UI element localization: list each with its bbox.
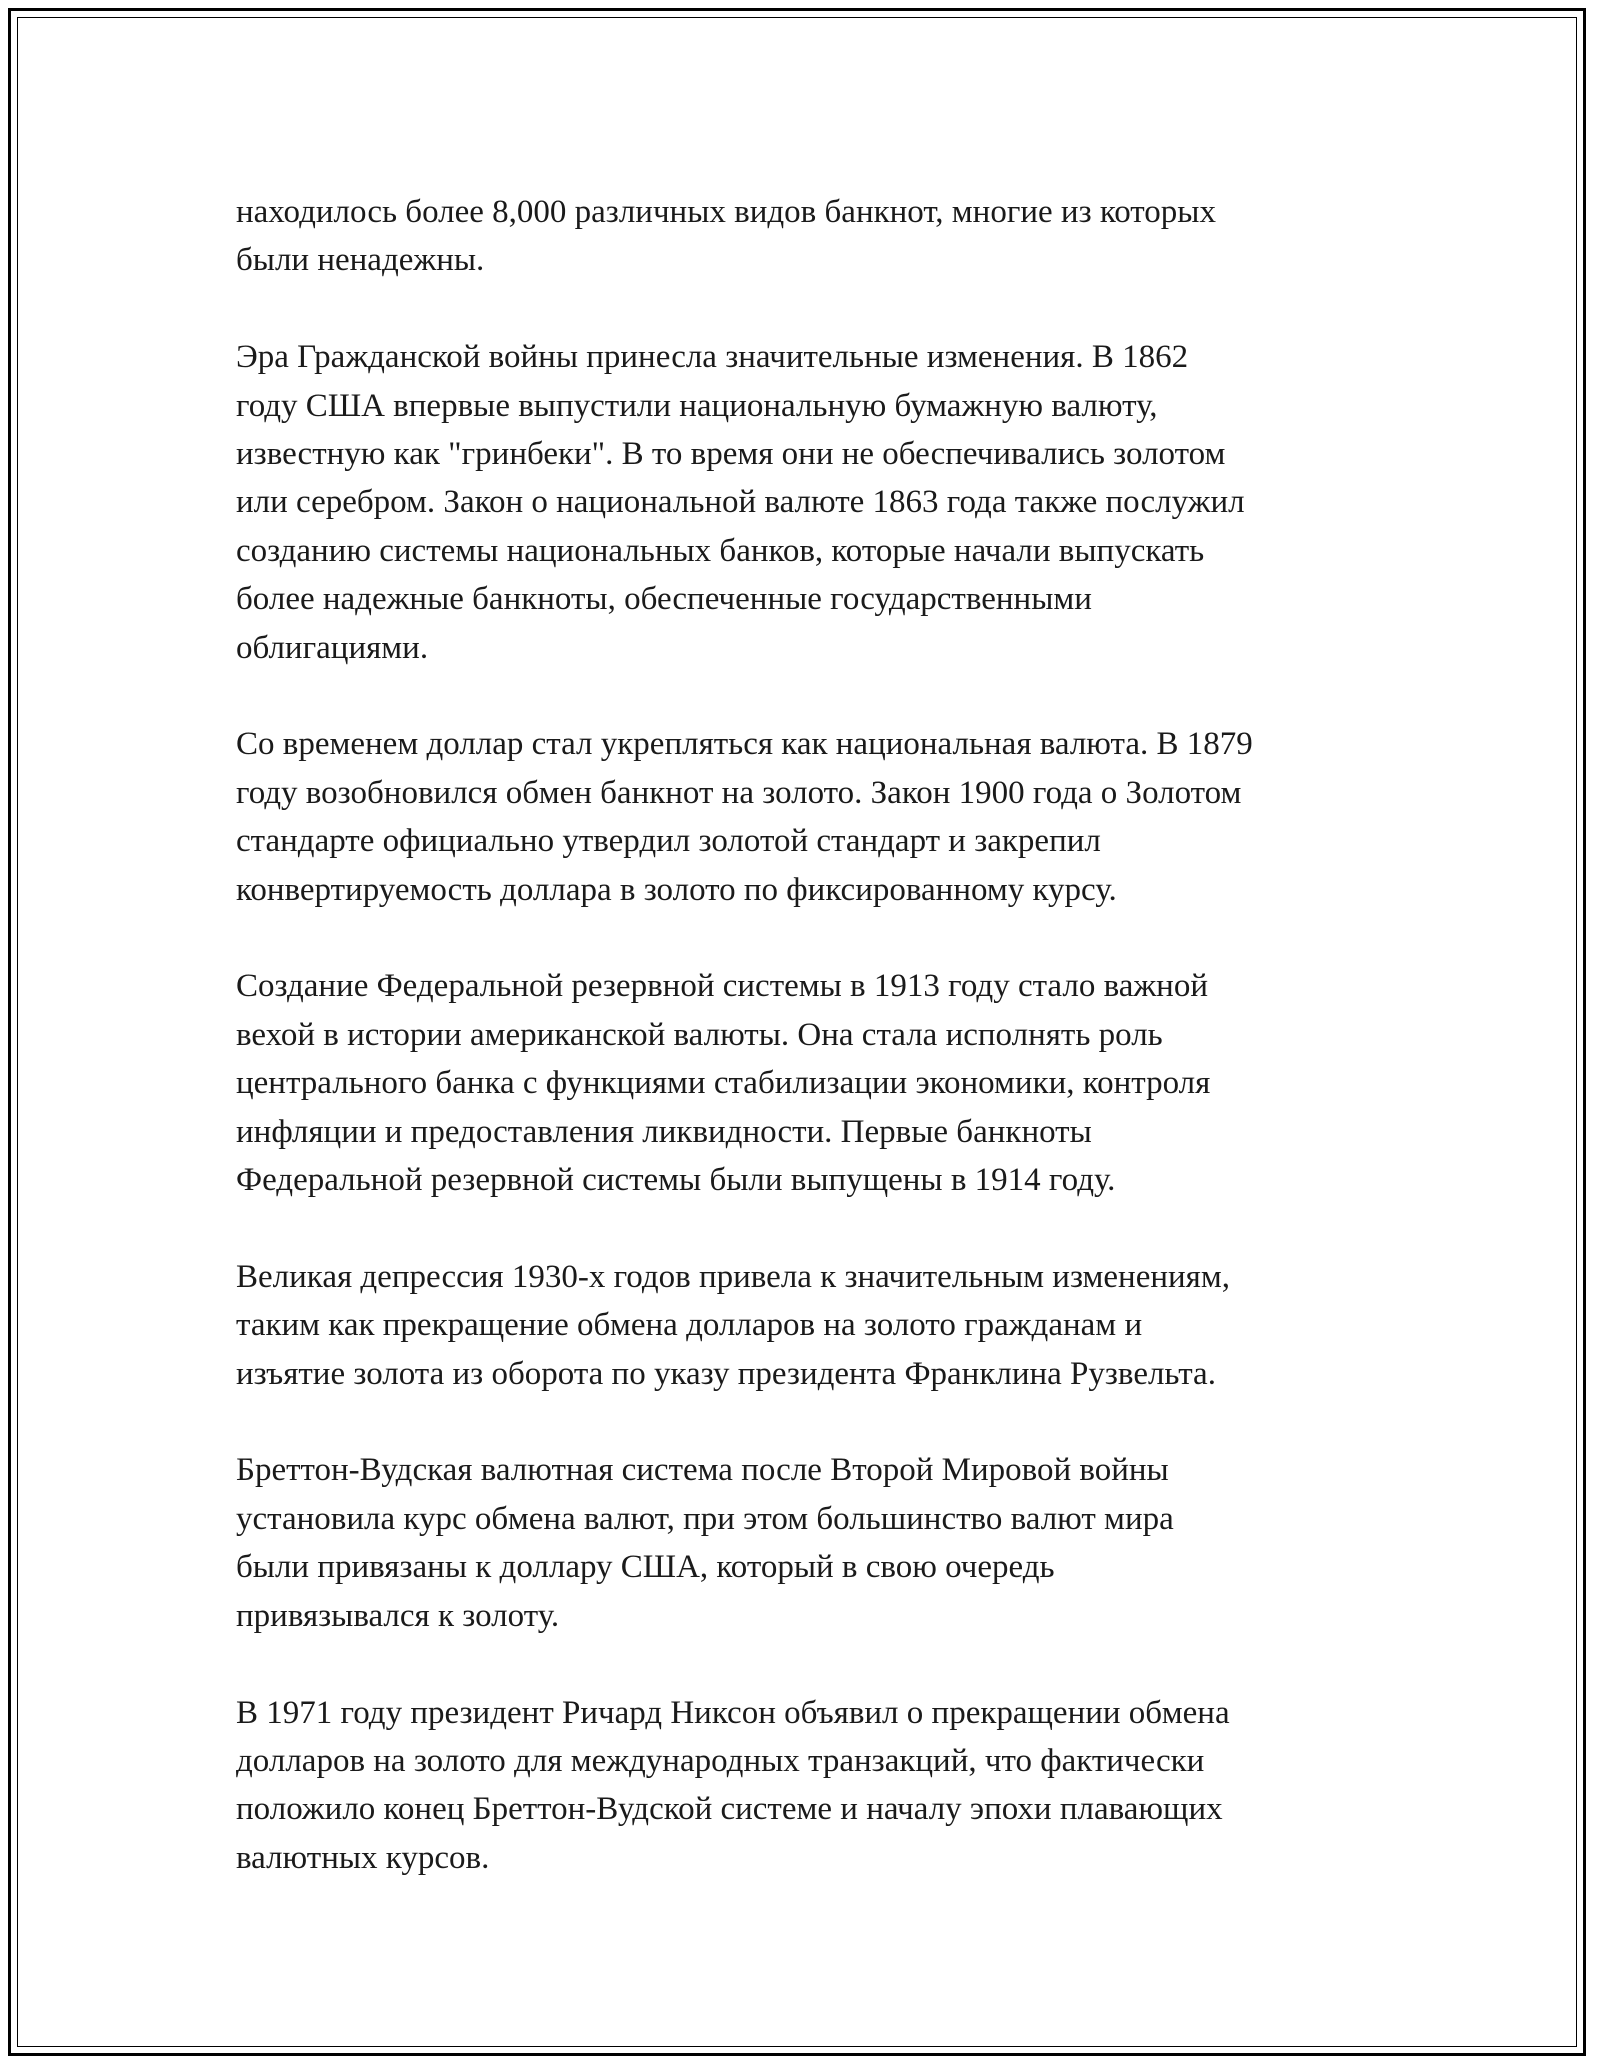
document-body — [236, 188, 1376, 1931]
paragraph-2: Эра Гражданской войны принесла значительные изменения. В 1862 году США впервые выпустили национальную бумажную валюту, известную как "гринбеки". В то время они не обеспечивались золотом или серебром. Закон о национальной валюте 1863 года также послужил созданию системы национальных банков, которые начали выпускать более надежные банкноты, обеспеченные государственными облигациями. — [236, 339, 1245, 666]
paragraph-5: Великая депрессия 1930-х годов привела к значительным изменениям, таким как прекращение обмена долларов на золото гражданам и изъятие золота из оборота по указу президента Франклина Рузвельта. — [236, 1258, 1230, 1392]
paragraph-4: Создание Федеральной резервной системы в 1913 году стало важной вехой в истории американской валюты. Она стала исполнять роль центрального банка с функциями стабилизации экономики, контроля инфляции и предоставления ликвидности. Первые банкноты Федеральной резервной системы были выпущены в 1914 году. — [236, 968, 1211, 1199]
paragraph-3: Со временем доллар стал укрепляться как национальная валюта. В 1879 году возобновился обмен банкнот на золото. Закон 1900 года о Золотом стандарте официально утвердил золотой стандарт и закрепил конвертируемость доллара в золото по фиксированному курсу. — [236, 726, 1253, 908]
paragraph-7: В 1971 году президент Ричард Никсон объявил о прекращении обмена долларов на золото для международных транзакций, что фактически положило конец Бреттон-Вудской системе и началу эпохи плавающих валютных курсов. — [236, 1694, 1230, 1876]
paragraph-1: находилось более 8,000 различных видов банкнот, многие из которых были ненадежны. — [236, 194, 1216, 279]
paragraph-6: Бреттон-Вудская валютная система после Второй Мировой войны установила курс обмена валют, при этом большинство валют мира были привязаны к доллару США, который в свою очередь привязывался к золоту. — [236, 1452, 1174, 1634]
